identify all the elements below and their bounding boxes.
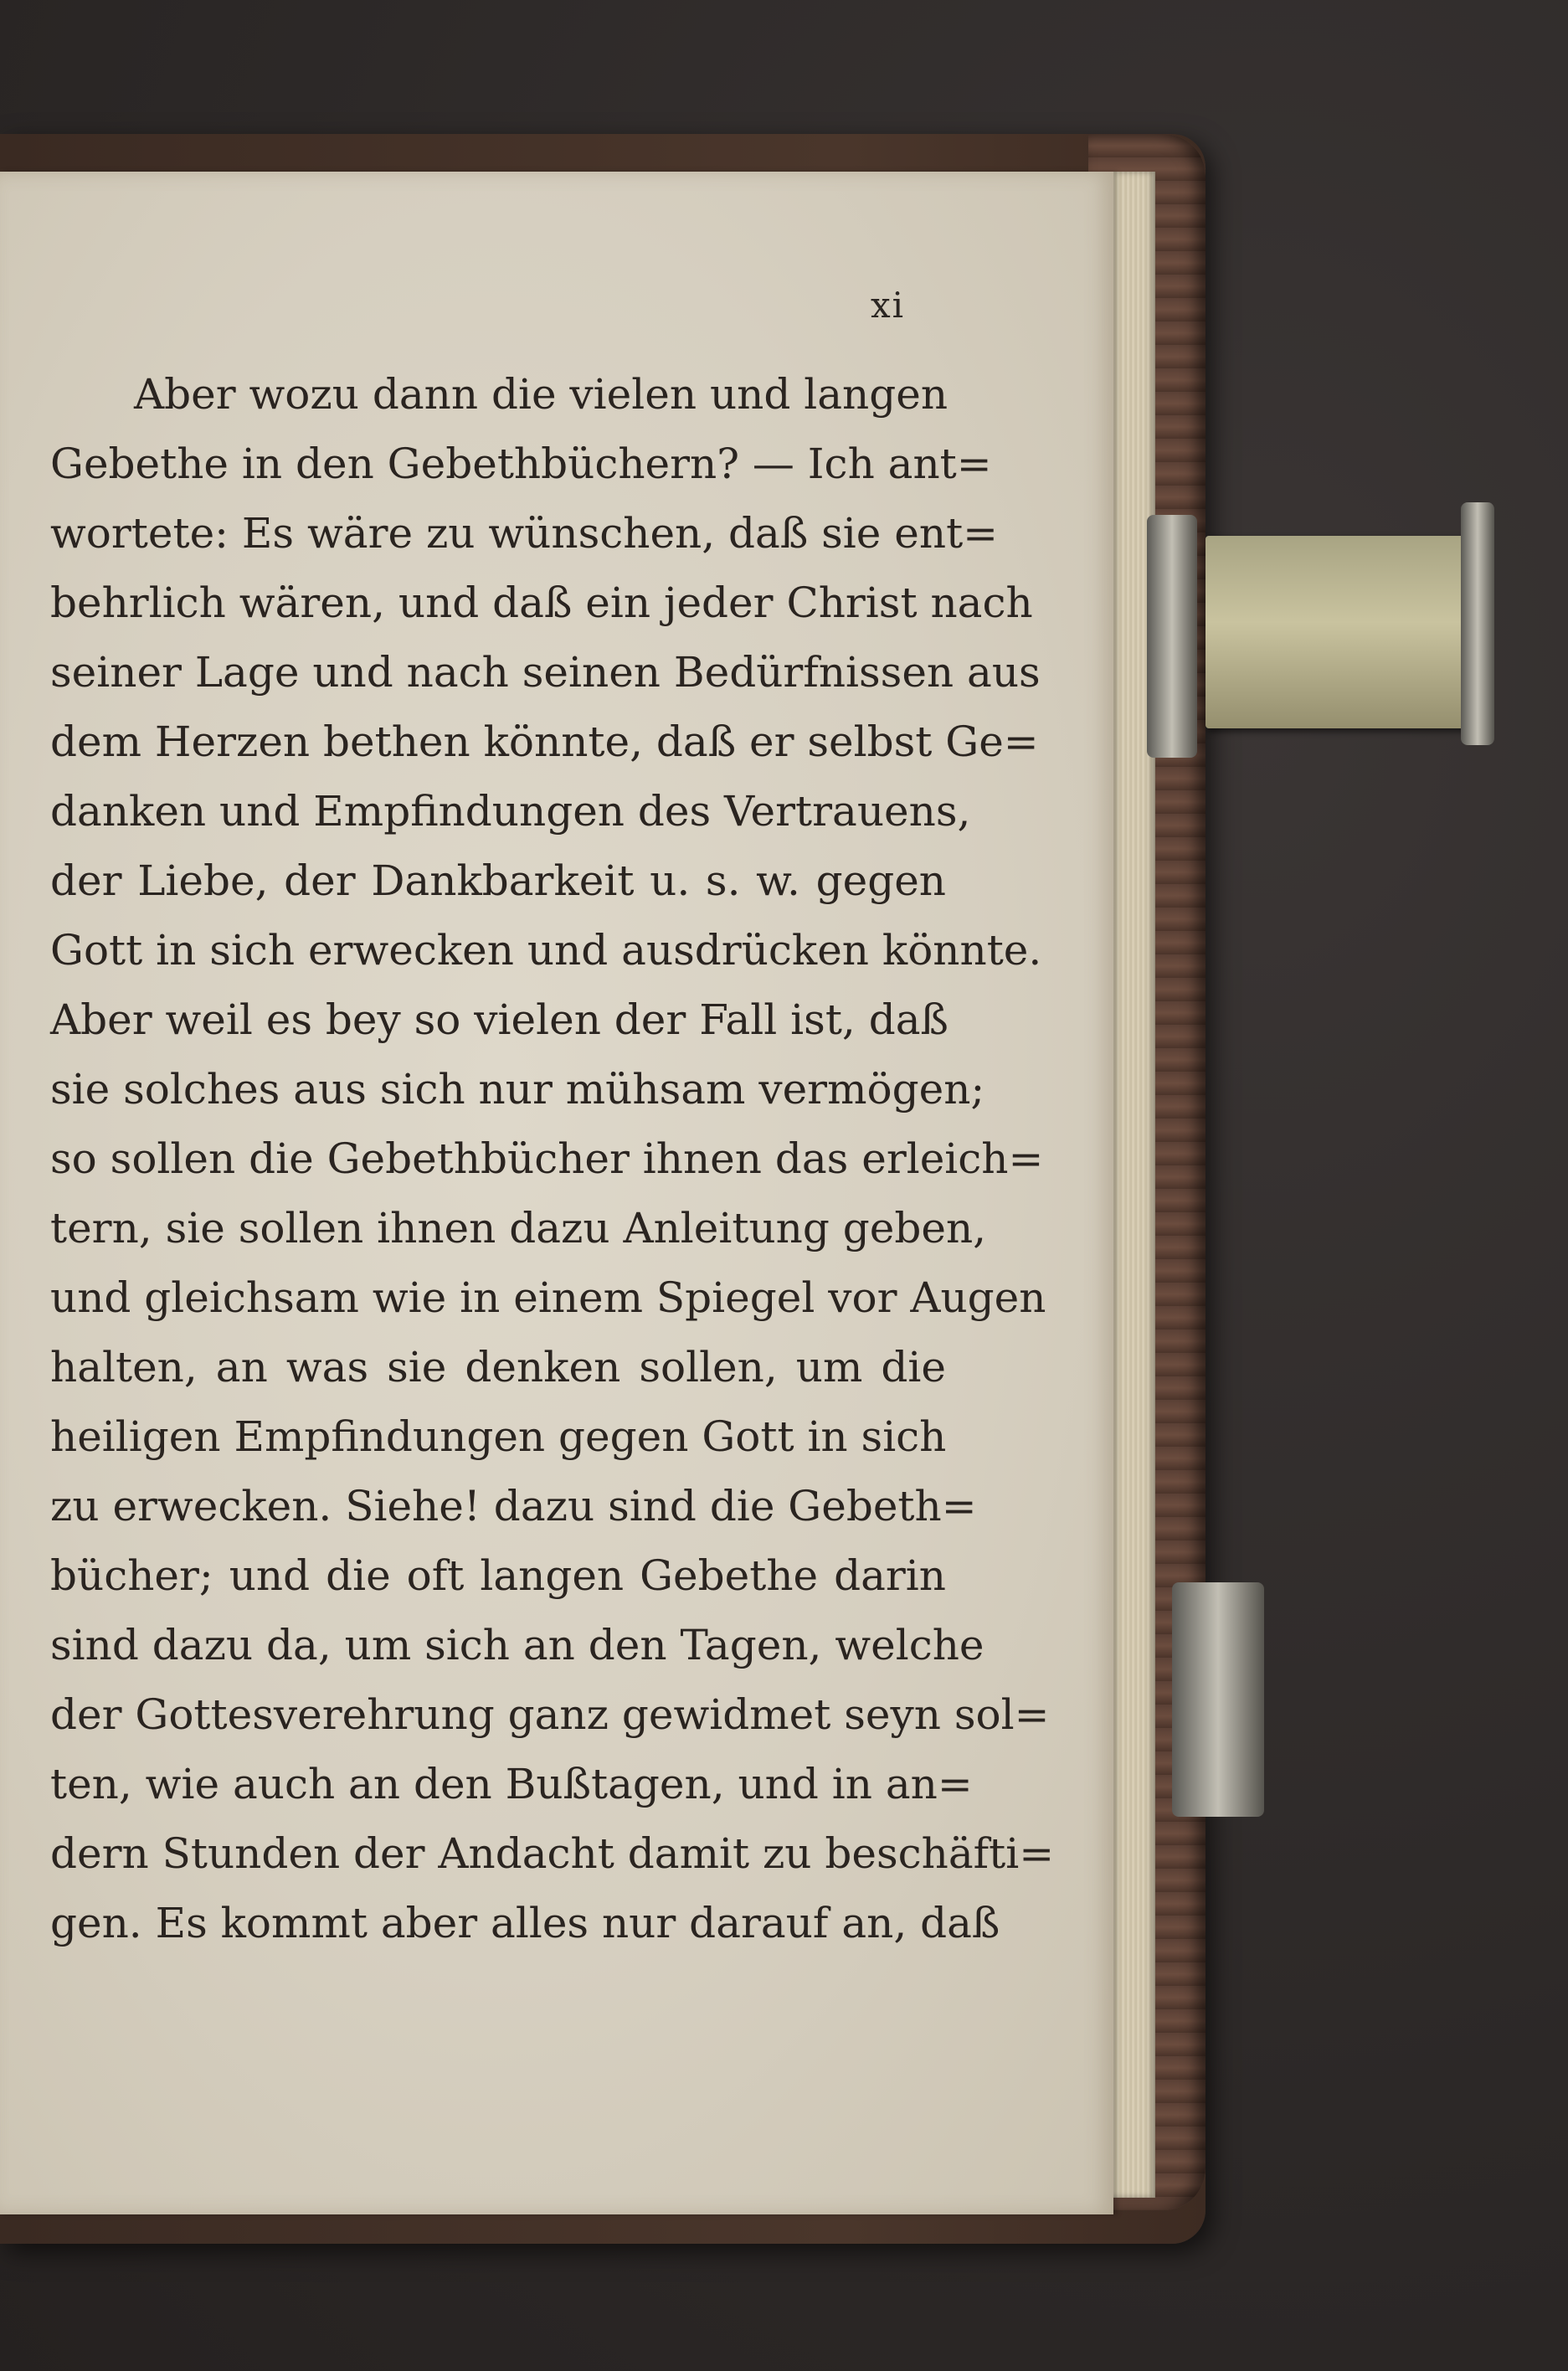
text-line: ten, wie auch an den Bußtagen, und in an= [50, 1760, 973, 1808]
text-line: der Liebe, der Dankbarkeit u. s. w. gegen [50, 856, 946, 905]
upper-clasp-end [1461, 502, 1494, 745]
text-line: danken und Empfindungen des Vertrauens, [50, 787, 971, 836]
text-line: heiligen Empfindungen gegen Gott in sich [50, 1412, 947, 1461]
text-line: der Gottesverehrung ganz gewidmet seyn sol= [50, 1690, 1050, 1739]
text-line: bücher; und die oft langen Gebethe darin [50, 1551, 946, 1600]
text-line: seiner Lage und nach seinen Bedürfnissen aus [50, 648, 1041, 697]
text-line: tern, sie sollen ihnen dazu Anleitung geben, [50, 1204, 987, 1252]
lower-clasp-hinge [1172, 1582, 1264, 1817]
text-line: Gebethe in den Gebethbüchern? — Ich ant= [50, 440, 992, 488]
upper-clasp-hinge [1147, 515, 1197, 758]
text-line: dern Stunden der Andacht damit zu beschäfti= [50, 1829, 1055, 1878]
text-line: so sollen die Gebethbücher ihnen das erleich= [50, 1134, 1044, 1183]
text-line: zu erwecken. Siehe! dazu sind die Gebeth= [50, 1482, 977, 1530]
page-number: xi [871, 285, 906, 326]
text-line: Aber weil es bey so vielen der Fall ist, daß [50, 995, 949, 1044]
upper-clasp-plate [1206, 536, 1482, 728]
text-line: Gott in sich erwecken und ausdrücken könnte. [50, 926, 1042, 975]
text-line: sind dazu da, um sich an den Tagen, welche [50, 1621, 984, 1669]
text-line: und gleichsam wie in einem Spiegel vor Augen [50, 1273, 1046, 1322]
text-line: sie solches aus sich nur mühsam vermögen; [50, 1065, 985, 1113]
text-line: Aber wozu dann die vielen und langen [134, 370, 949, 419]
page-text [50, 360, 1055, 1958]
text-line: halten, an was sie denken sollen, um die [50, 1343, 946, 1391]
text-line: dem Herzen bethen könnte, daß er selbst Ge= [50, 717, 1039, 766]
text-line: wortete: Es wäre zu wünschen, daß sie ent= [50, 509, 999, 558]
text-line: behrlich wären, und daß ein jeder Christ nach [50, 579, 1033, 627]
text-line: gen. Es kommt aber alles nur darauf an, daß [50, 1899, 1000, 1947]
